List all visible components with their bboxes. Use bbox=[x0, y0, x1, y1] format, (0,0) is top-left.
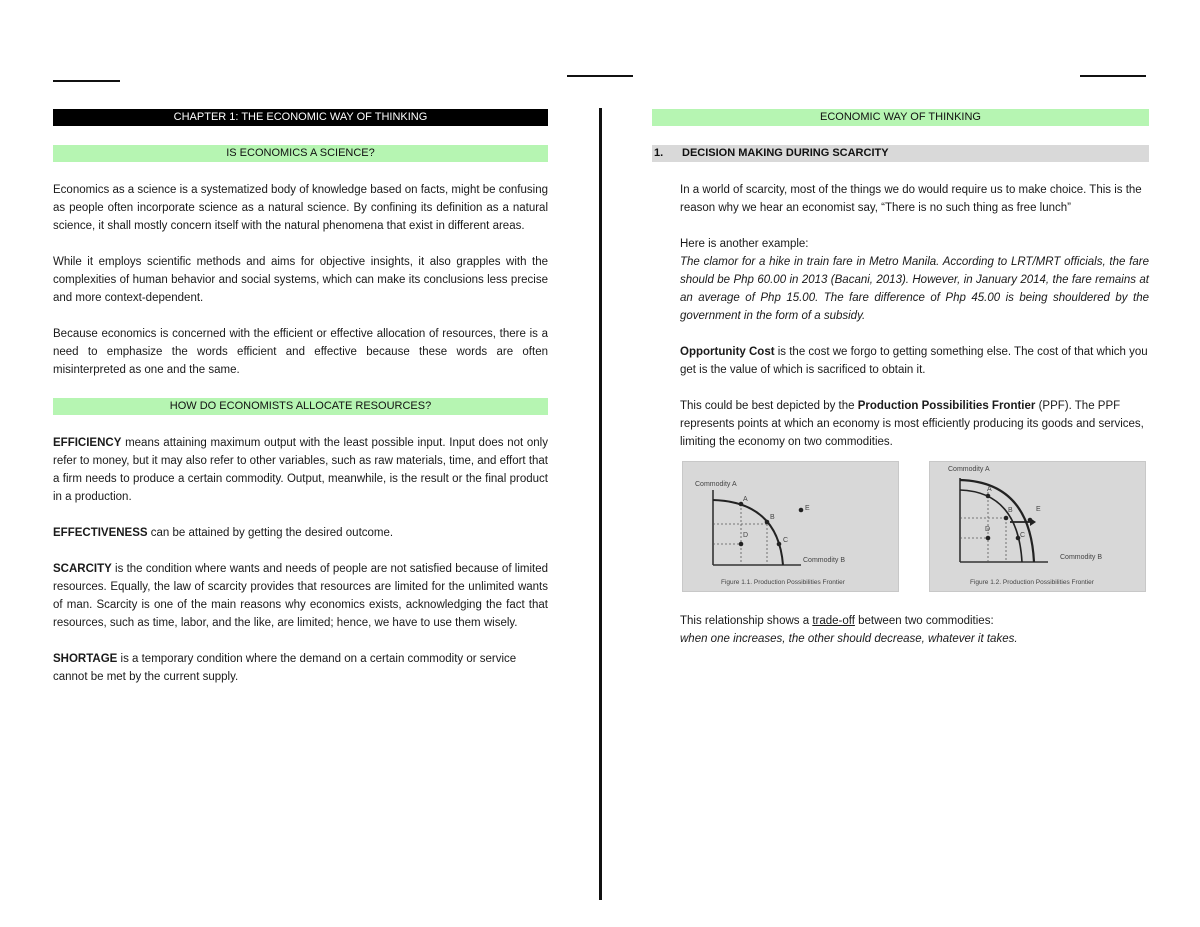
figure-ppf-1 bbox=[682, 461, 899, 592]
figure2-point-d: D bbox=[985, 526, 991, 533]
figure2-point-e: E bbox=[1036, 506, 1041, 513]
right-column bbox=[652, 109, 1149, 648]
term-shortage: SHORTAGE bbox=[53, 653, 118, 665]
text-scarcity: is the condition where wants and needs of people are not satisfied because of limited resources. Equally, the law of scarcity provides that resources are limited for the unlimited wants of man. Scarcity is one of the main reasons why economics exists, acknowledging the fact that resources, such as time, labor, and the like, are limited; hence, we have to use them wisely. bbox=[53, 563, 548, 629]
figure1-point-c: C bbox=[783, 537, 789, 544]
section-heading-science: IS ECONOMICS A SCIENCE? bbox=[53, 145, 548, 162]
figure1-point-e: E bbox=[805, 505, 810, 512]
header-rule-center bbox=[567, 75, 633, 77]
section-title: DECISION MAKING DURING SCARCITY bbox=[682, 147, 889, 159]
right-title: ECONOMIC WAY OF THINKING bbox=[652, 109, 1149, 126]
figure-ppf-2-graphic bbox=[930, 462, 1145, 591]
text-ppf-after: (PPF). The PPF represents points at which an economy is most efficiently producing its goods and services, limiting the economy on two commodities. bbox=[680, 400, 1144, 448]
figure2-point-c: C bbox=[1020, 532, 1026, 539]
point-e-marker bbox=[1028, 518, 1033, 523]
figure2-y-label: Commodity A bbox=[948, 466, 990, 473]
point-b-marker bbox=[1004, 516, 1009, 521]
text-shortage: is a temporary condition where the demand on a certain commodity or service cannot be met by the current supply. bbox=[53, 653, 517, 683]
term-opportunity-cost: Opportunity Cost bbox=[680, 346, 775, 358]
point-b-marker bbox=[765, 520, 770, 525]
left-column bbox=[53, 109, 548, 686]
chapter-title: CHAPTER 1: THE ECONOMIC WAY OF THINKING bbox=[53, 109, 548, 126]
paragraph-science-definition: Economics as a science is a systematized body of knowledge based on facts, might be confusing as people often incorporate science as a natural science. By confining its definition as a natural science, it shall mostly concern itself with the natural phenomena that exist in different areas. bbox=[53, 184, 548, 232]
term-ppf: Production Possibilities Frontier bbox=[857, 400, 1036, 412]
section-heading-decision bbox=[652, 145, 1149, 162]
figure1-point-b: B bbox=[770, 514, 775, 521]
text-tradeoff-after: between two commodities: bbox=[854, 615, 994, 627]
text-opportunity-cost: is the cost we forgo to getting something else. The cost of that which you get is the value of which is sacrificed to obtain it. bbox=[680, 346, 1148, 376]
paragraph-scarcity bbox=[53, 560, 548, 632]
section-heading-allocation: HOW DO ECONOMISTS ALLOCATE RESOURCES? bbox=[53, 398, 548, 415]
figure1-y-label: Commodity A bbox=[695, 481, 737, 488]
ppf-curve-outer bbox=[960, 480, 1034, 562]
paragraph-scientific-methods: While it employs scientific methods and aims for objective insights, it also grapples with the complexities of human behavior and social systems, which can make its conclusions less precise and more context-dependent. bbox=[53, 256, 548, 304]
text-efficiency: means attaining maximum output with the least possible input. Input does not only refer to money, but it may also refer to other variables, such as raw materials, time, and effort that a firm needs to produce a certain commodity. Output, meanwhile, is the result or the final product in a production. bbox=[53, 437, 548, 503]
text-effectiveness: can be attained by getting the desired outcome. bbox=[147, 527, 394, 539]
text-ppf-before: This could be best depicted by the bbox=[680, 400, 858, 412]
paragraph-opportunity-cost bbox=[652, 343, 1149, 379]
point-c-marker bbox=[777, 542, 782, 547]
figure1-caption: Figure 1.1. Production Possibilities Frontier bbox=[721, 579, 845, 586]
term-effectiveness: EFFECTIVENESS bbox=[53, 527, 148, 539]
figure2-caption: Figure 1.2. Production Possibilities Frontier bbox=[970, 579, 1094, 586]
paragraph-example-train-fare: The clamor for a hike in train fare in Metro Manila. According to LRT/MRT officials, the fare should be Php 60.00 in 2013 (Bacani, 2013). However, in January 2014, the fare remains at an average of Php 15.00. The fare difference of Php 45.00 is being shouldered by the government in the form of a subsidy. bbox=[680, 256, 1149, 322]
figure-ppf-2 bbox=[929, 461, 1146, 592]
paragraph-efficiency bbox=[53, 434, 548, 506]
point-e-marker bbox=[799, 508, 804, 513]
paragraph-example-intro: Here is another example: bbox=[680, 238, 809, 250]
paragraph-efficient-effective: Because economics is concerned with the efficient or effective allocation of resources, there is a need to emphasize the words efficient and effective because these words are often misinterpreted as one and the same. bbox=[53, 328, 548, 376]
term-scarcity: SCARCITY bbox=[53, 563, 112, 575]
header-rule-left bbox=[53, 80, 120, 82]
figure1-point-a: A bbox=[743, 496, 748, 503]
column-divider bbox=[599, 108, 602, 900]
figure1-x-label: Commodity B bbox=[803, 557, 846, 564]
point-a-marker bbox=[986, 494, 991, 499]
section-number: 1. bbox=[654, 147, 664, 159]
text-tradeoff-before: This relationship shows a bbox=[680, 615, 813, 627]
term-tradeoff: trade-off bbox=[812, 615, 855, 627]
ppf-figures bbox=[682, 461, 1149, 592]
paragraph-ppf bbox=[652, 397, 1149, 451]
point-d-marker bbox=[986, 536, 991, 541]
term-efficiency: EFFICIENCY bbox=[53, 437, 122, 449]
paragraph-tradeoff bbox=[652, 612, 1149, 630]
paragraph-shortage bbox=[53, 650, 548, 686]
paragraph-tradeoff-italic: when one increases, the other should decrease, whatever it takes. bbox=[680, 633, 1018, 645]
figure2-point-a: A bbox=[987, 486, 992, 493]
header-rule-right bbox=[1080, 75, 1146, 77]
paragraph-effectiveness bbox=[53, 524, 548, 542]
figure2-x-label: Commodity B bbox=[1060, 554, 1103, 561]
paragraph-scarcity-choice: In a world of scarcity, most of the things we do would require us to make choice. This is the reason why we hear an economist say, “There is no such thing as free lunch” bbox=[680, 184, 1142, 214]
figure1-point-d: D bbox=[743, 532, 749, 539]
point-d-marker bbox=[739, 542, 744, 547]
figure2-point-b: B bbox=[1008, 507, 1013, 514]
